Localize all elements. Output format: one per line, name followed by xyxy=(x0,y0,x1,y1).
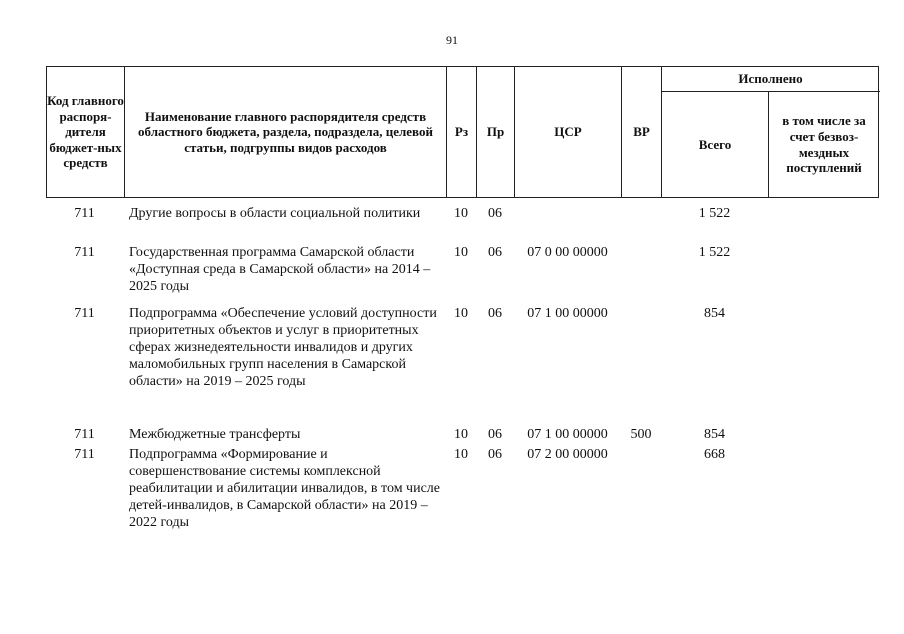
header-total: Всего xyxy=(698,136,732,152)
cell-name: Подпрограмма «Обеспечение условий доступности приоритетных объектов и услуг в приоритетных сферах жизнедеятельности инвалидов и других маломобильных групп населения в Самарской области» на 2019 – 2025 годы xyxy=(129,306,437,389)
cell-csr: 07 2 00 00000 xyxy=(527,447,608,462)
cell-pr: 06 xyxy=(488,206,502,221)
cell-name: Другие вопросы в области социальной политики xyxy=(129,206,421,221)
cell-rz: 10 xyxy=(454,306,468,321)
cell-rz: 10 xyxy=(454,447,468,462)
cell-code: 711 xyxy=(74,306,95,321)
cell-name: Государственная программа Самарской области «Доступная среда в Самарской области» на 2014 – 2025 годы xyxy=(129,245,431,294)
cell-total: 1 522 xyxy=(698,245,731,260)
table-header xyxy=(46,66,879,198)
cell-name: Подпрограмма «Формирование и совершенствование системы комплексной реабилитации и абилитации инвалидов, в том числе детей-инвалидов, в Самарской области» на 2019 – 2022 годы xyxy=(129,447,440,530)
cell-rz: 10 xyxy=(454,206,468,221)
cell-pr: 06 xyxy=(488,447,502,462)
cell-total: 1 522 xyxy=(698,206,731,221)
header-name: Наименование главного распорядителя средств областного бюджета, раздела, подраздела, целевой статьи, подгруппы видов расходов xyxy=(138,108,433,155)
header-free: в том числе за счет безвоз-мездных поступлений xyxy=(782,113,866,176)
cell-pr: 06 xyxy=(488,245,502,260)
cell-vr: 500 xyxy=(630,427,652,442)
header-rz: Рз xyxy=(454,124,469,140)
cell-total: 854 xyxy=(704,306,725,321)
header-vr: ВР xyxy=(633,124,650,140)
header-csr: ЦСР xyxy=(554,124,582,140)
cell-code: 711 xyxy=(74,447,95,462)
header-code: Код главного распоря-дителя бюджет-ных средств xyxy=(47,93,124,171)
cell-code: 711 xyxy=(74,427,95,442)
header-executed: Исполнено xyxy=(738,71,803,87)
cell-pr: 06 xyxy=(488,306,502,321)
cell-total: 854 xyxy=(704,427,725,442)
page-number: 91 xyxy=(446,33,458,47)
cell-code: 711 xyxy=(74,245,95,260)
header-pr: Пр xyxy=(486,124,505,140)
cell-csr: 07 1 00 00000 xyxy=(527,306,608,321)
cell-total: 668 xyxy=(704,447,725,462)
cell-csr: 07 1 00 00000 xyxy=(527,427,608,442)
cell-code: 711 xyxy=(74,206,95,221)
cell-rz: 10 xyxy=(454,427,468,442)
cell-pr: 06 xyxy=(488,427,502,442)
cell-rz: 10 xyxy=(454,245,468,260)
cell-csr: 07 0 00 00000 xyxy=(527,245,608,260)
cell-name: Межбюджетные трансферты xyxy=(129,427,301,442)
